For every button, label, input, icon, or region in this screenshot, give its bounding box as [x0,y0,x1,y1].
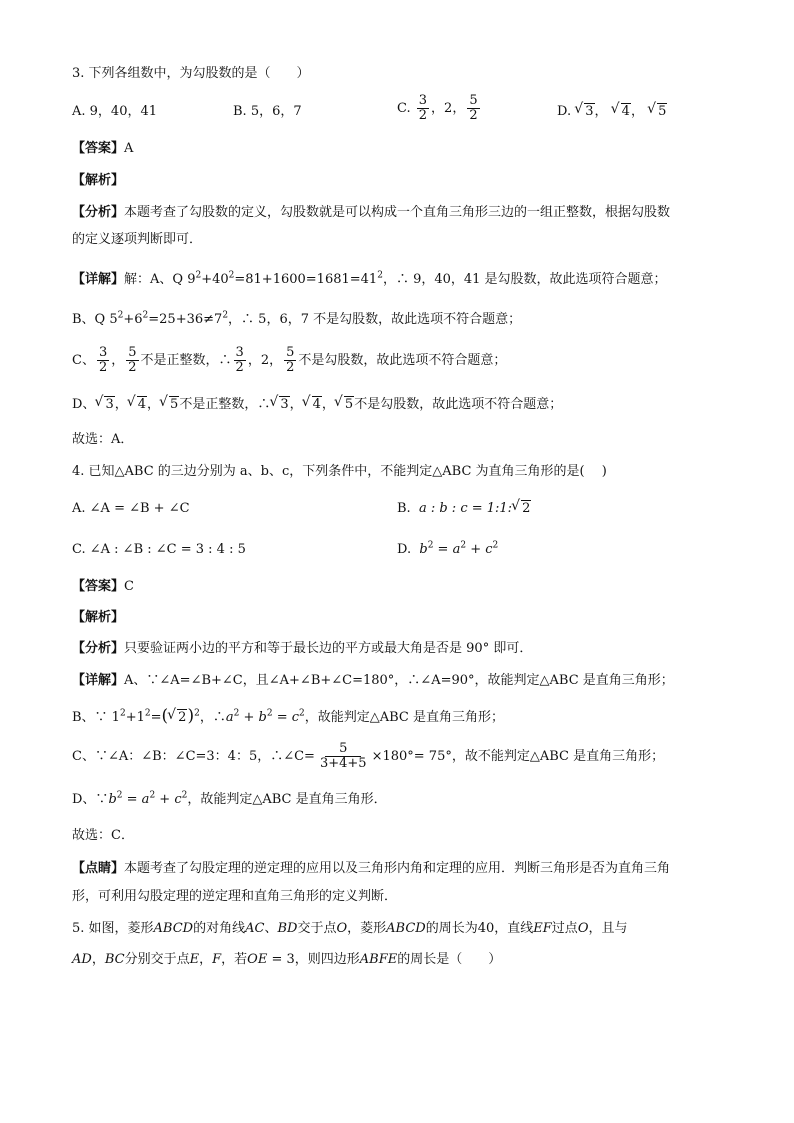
q3-option-a: A. 9，40，41 [72,104,158,119]
q4-stem: 4. 已知△ABC 的三边分别为 a、b、c，下列条件中，不能判定△ABC 为直角三角形的是( ) [72,464,607,479]
q4-detail-a: 【详解】A、∵∠A=∠B+∠C，且∠A+∠B+∠C=180°，∴∠A=90°，故能判定△ABC 是直角三角形； [72,673,674,688]
q4-analysis: 【分析】只要验证两小边的平方和等于最长边的平方或最大角是否是 90° 即可． [72,641,533,656]
q5-stem-line-2: AD，BC分别交于点E，F，若OE = 3，则四边形ABFE的周长是（ ） [72,952,502,967]
q4-commentary-line-2: 形，可利用勾股定理的逆定理和直角三角形的定义判断． [72,889,398,904]
q4-conclusion: 故选：C． [72,828,134,843]
q4-option-b: B. a : b : c = 1:1:√ 2 [397,499,531,519]
q3-analysis-line-1: 【分析】本题考查了勾股数的定义，勾股数就是可以构成一个直角三角形三边的一组正整数，根据勾股数 [72,205,671,220]
q3-detail-c: C、 $\frac{3}{2}$ ， $\frac{5}{2}$ 不是正整数，∴ $\frac{3}{2}$ ，2， $\frac{5}{2}$ 不是勾股数，故此选项不符合题意； [72,345,507,375]
q4-answer: 【答案】C [72,579,134,594]
q3-option-c-label: C. [397,101,411,116]
q4-detail-b: B、∵ $1^2+1^2=(√$ 2)$^2$，$\therefore a^2 + b^2 = c^2$，故能判定△ABC 是直角三角形； [72,706,504,728]
q4-option-a: A. ∠A = ∠B + ∠C [72,501,190,516]
q3-detail-a: 【详解】解：A、Q $9^2+40^2=81+1600=1681=41^2$，∴ 9，40，41 是勾股数，故此选项符合题意； [72,270,667,287]
q3-detail-b: B、Q $5^2+6^2=25+36\ne 7^2$，∴ 5，6，7 不是勾股数，故此选项不符合题意； [72,310,522,327]
q4-detail-c: C、∵∠A：∠B：∠C=3：4：5，∴∠C= $\frac{5}{3+4+5}$ ×180°= 75°，故不能判定△ABC 是直角三角形； [72,741,665,771]
q3-analysis-line-2: 的定义逐项判断即可． [72,232,203,247]
q3-option-c-fraction-2: $\frac{5}{2}$ [469,93,478,123]
q4-commentary-line-1: 【点睛】本题考查了勾股定理的逆定理的应用以及三角形内角和定理的应用．判断三角形是否为直角三角 [72,861,671,876]
q3-jiexi-heading: 【解析】 [72,173,125,188]
q3-answer: 【答案】A [72,141,134,156]
q3-stem: 3. 下列各组数中，为勾股数的是（ ） [72,66,310,81]
q4-jiexi-heading: 【解析】 [72,610,125,625]
q4-option-d: D. $b^2 = a^2 + c^2$ [397,540,499,557]
q3-option-d: D. √ 3， √ 4， √ 5 [557,102,667,122]
q3-option-b: B. 5，6，7 [233,104,302,119]
q3-detail-d: D、√ 3，√ 4，√ 5不是正整数，∴√ 3，√ 4，√ 5不是勾股数，故此选项不符合题意； [72,395,562,415]
q3-option-c: C. $\frac{3}{2}$ ，2， $\frac{5}{2}$ [397,93,478,123]
q4-option-c: C. ∠A : ∠B : ∠C = 3 : 4 : 5 [72,542,246,557]
q3-option-c-fraction-1: $\frac{3}{2}$ [418,93,428,123]
q4-detail-d: D、$\because b^2 = a^2 + c^2$，故能判定△ABC 是直角三角形． [72,790,387,807]
q3-conclusion: 故选：A． [72,432,134,447]
q5-stem-line-1: 5. 如图，菱形ABCD的对角线AC、BD交于点O，菱形ABCD的周长为40，直线EF过点O，且与 [72,921,628,936]
